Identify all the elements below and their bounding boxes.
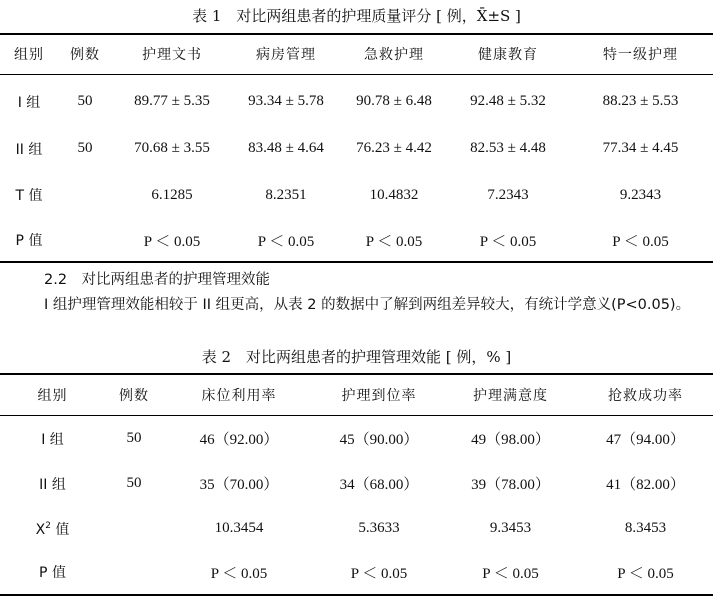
table-cell: 76.23 ± 4.42 xyxy=(356,140,432,156)
table-cell: 9.2343 xyxy=(619,186,662,203)
table-row xyxy=(0,125,713,172)
table-row xyxy=(0,218,713,262)
table-row xyxy=(0,172,713,218)
table-cell: 70.68 ± 3.55 xyxy=(134,140,210,156)
row-label: I 组 xyxy=(41,431,64,448)
table-cell: P ＜ 0.05 xyxy=(143,233,201,250)
table2-bottom-rule xyxy=(0,594,713,596)
table2-body xyxy=(0,416,713,593)
table-row xyxy=(0,551,713,593)
table-cell: 88.23 ± 5.53 xyxy=(602,93,679,109)
row-label: II 组 xyxy=(39,476,66,493)
table-cell: P ＜ 0.05 xyxy=(482,565,539,582)
table-cell: 77.34 ± 4.45 xyxy=(602,140,679,156)
table-cell: 50 xyxy=(77,93,93,109)
table-cell: 83.48 ± 4.64 xyxy=(248,140,324,156)
table1-header: 护理文书 xyxy=(142,47,202,63)
table2-header: 抢救成功率 xyxy=(608,387,683,404)
table-cell: 47（94.00） xyxy=(606,432,685,448)
table1-header: 健康教育 xyxy=(478,47,538,63)
table-cell: P ＜ 0.05 xyxy=(350,565,408,582)
table-cell: 82.53 ± 4.48 xyxy=(470,140,546,156)
table-cell: 92.48 ± 5.32 xyxy=(470,93,546,109)
row-label: II 组 xyxy=(15,141,43,158)
table-cell xyxy=(105,551,163,593)
table-cell: 49（98.00） xyxy=(471,432,550,448)
table2 xyxy=(0,375,713,414)
table-cell: 89.77 ± 5.35 xyxy=(134,93,210,109)
table-row xyxy=(0,78,713,125)
table1-header: 急救护理 xyxy=(364,47,424,63)
table-cell: 46（92.00） xyxy=(199,432,279,448)
table-cell: 35（70.00） xyxy=(199,477,279,493)
table2-header-row xyxy=(0,375,713,414)
table-cell: 7.2343 xyxy=(487,186,529,203)
table-cell xyxy=(105,506,163,551)
table-cell: 50 xyxy=(77,140,93,156)
section-heading: 2.2 对比两组患者的护理管理效能 xyxy=(44,272,271,288)
table1-header: 例数 xyxy=(70,47,100,63)
row-label: I 组 xyxy=(17,94,41,111)
table1-header-row xyxy=(0,35,713,73)
table-cell: P ＜ 0.05 xyxy=(617,565,674,582)
table1-header: 组别 xyxy=(14,47,44,63)
row-label: P 值 xyxy=(15,233,43,249)
row-label: P 值 xyxy=(39,565,66,581)
table-cell: 41（82.00） xyxy=(606,477,685,493)
row-label: T 值 xyxy=(15,188,43,204)
table1-header: 特一级护理 xyxy=(603,47,678,63)
table-cell: 8.2351 xyxy=(265,186,307,203)
table1-bottom-rule xyxy=(0,261,713,263)
table1-header: 病房管理 xyxy=(256,47,316,63)
table-cell: 39（78.00） xyxy=(471,477,550,493)
table-cell: P ＜ 0.05 xyxy=(210,565,268,582)
table-cell: 6.1285 xyxy=(151,186,193,203)
table-cell xyxy=(58,218,112,262)
table2-caption: 表 2 对比两组患者的护理管理效能 [ 例，% ] xyxy=(201,348,512,366)
table-cell: 50 xyxy=(126,475,142,491)
table1 xyxy=(0,35,713,73)
table-row xyxy=(0,461,713,506)
chi-square-suffix: 值 xyxy=(50,521,70,538)
table-cell: 93.34 ± 5.78 xyxy=(248,93,324,109)
table-cell: 8.3453 xyxy=(624,520,667,536)
chi-square-symbol: X xyxy=(35,521,46,538)
table-cell: P ＜ 0.05 xyxy=(365,233,423,250)
table-cell: P ＜ 0.05 xyxy=(479,233,537,250)
table2-header: 例数 xyxy=(119,387,149,404)
table1-header-rule xyxy=(0,74,713,75)
table-cell: 10.4832 xyxy=(369,186,419,203)
table-cell: 10.3454 xyxy=(214,520,264,536)
table1-body xyxy=(0,78,713,262)
section-paragraph: I 组护理管理效能相较于 II 组更高，从表 2 的数据中了解到两组差异较大，有统计学意义(P<0.05)。 xyxy=(44,297,691,313)
table2-header: 护理满意度 xyxy=(473,387,548,404)
table2-header: 床位利用率 xyxy=(201,387,277,404)
table-cell: P ＜ 0.05 xyxy=(612,233,669,250)
table-cell: 5.3633 xyxy=(358,520,400,536)
chi-square-exponent: 2 xyxy=(45,520,51,531)
table-cell: 45（90.00） xyxy=(339,432,419,448)
table-cell: 90.78 ± 6.48 xyxy=(356,93,432,109)
table-cell: 50 xyxy=(126,430,142,446)
table-cell: 34（68.00） xyxy=(339,477,419,493)
table1-caption: 表 1 对比两组患者的护理质量评分 [ 例，X̄±S ] xyxy=(192,7,521,25)
row-label xyxy=(0,506,105,551)
table-row xyxy=(0,416,713,461)
table-cell: P ＜ 0.05 xyxy=(257,233,315,250)
table2-header: 护理到位率 xyxy=(341,387,417,404)
table2-header: 组别 xyxy=(37,387,68,404)
table-cell xyxy=(58,172,112,218)
table-cell: 9.3453 xyxy=(489,520,532,536)
table-row xyxy=(0,506,713,551)
